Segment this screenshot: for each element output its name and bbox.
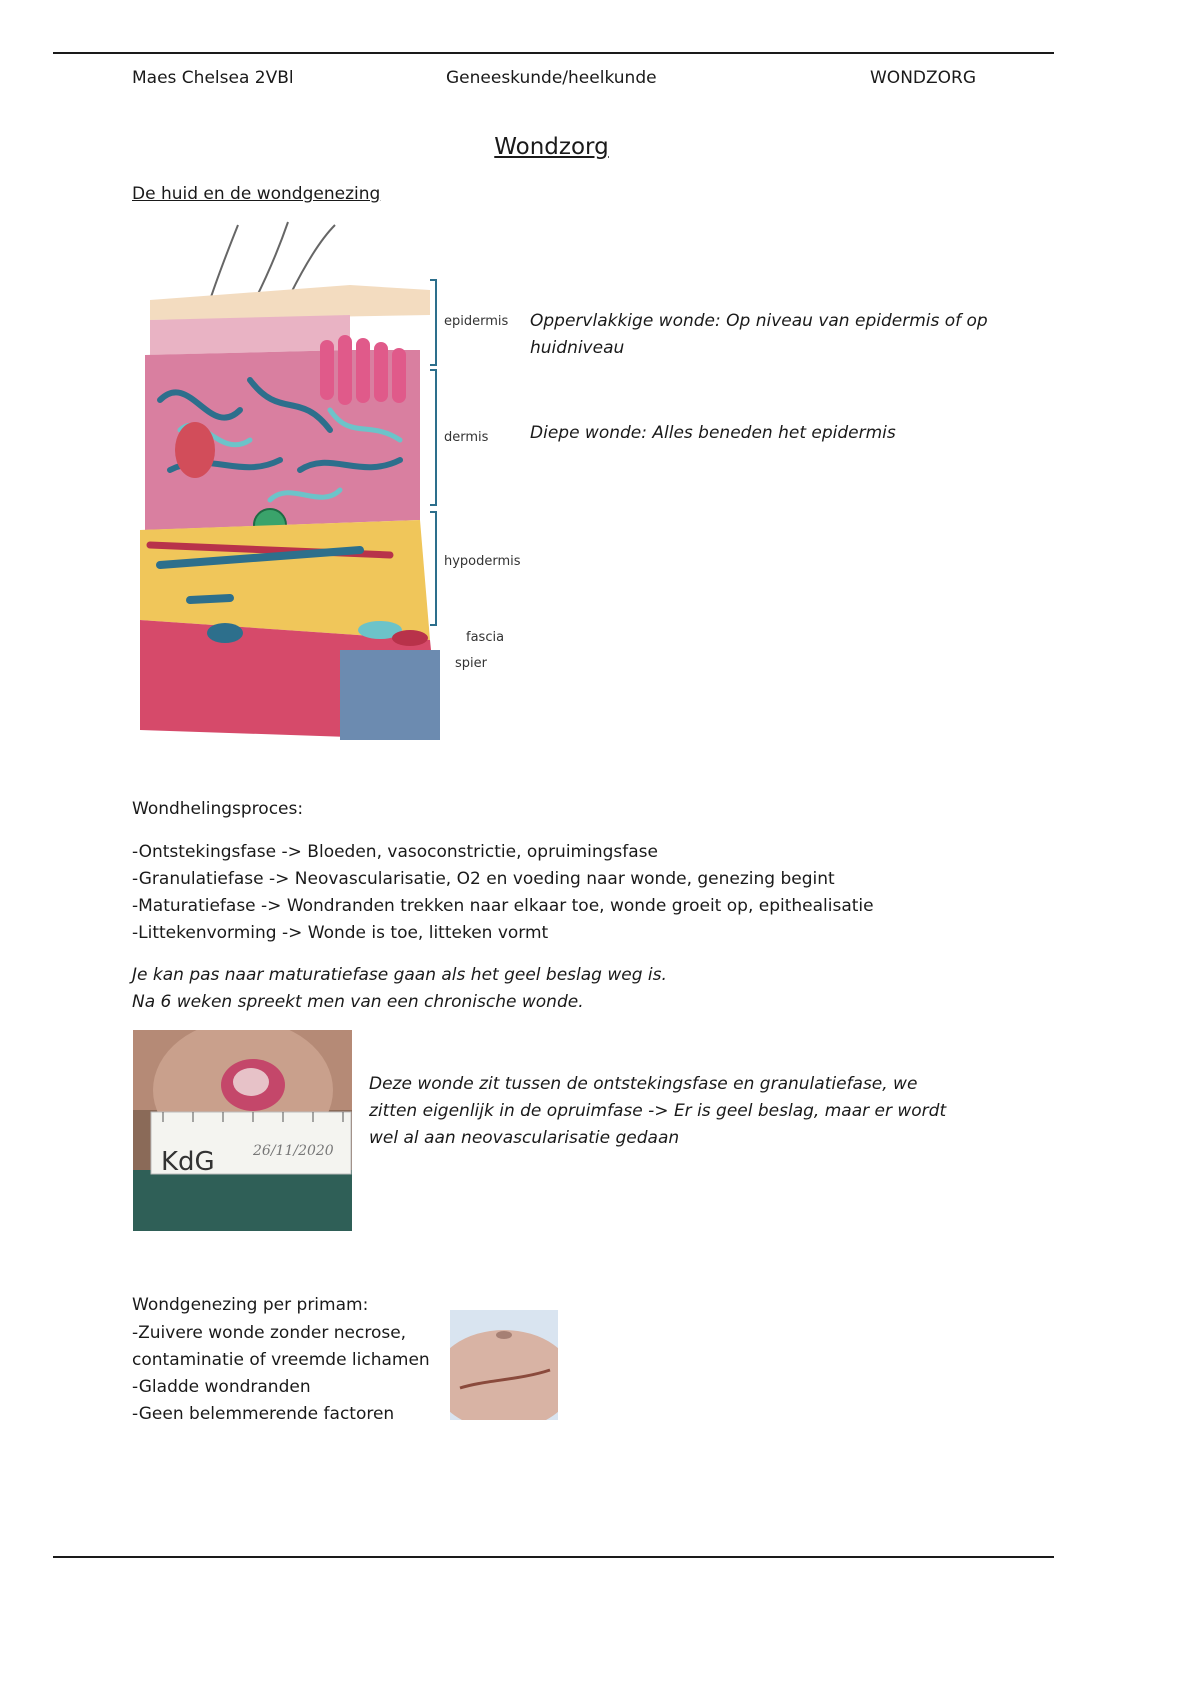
label-epidermis: epidermis bbox=[444, 314, 509, 329]
list-item: -Zuivere wonde zonder necrose, contaminatie of vreemde lichamen bbox=[132, 1323, 430, 1370]
list-item: -Geen belemmerende factoren bbox=[132, 1404, 395, 1424]
list-item: -Maturatiefase -> Wondranden trekken naar elkaar toe, wonde groeit op, epithealisatie bbox=[132, 896, 874, 916]
section-title: De huid en de wondgenezing bbox=[132, 184, 381, 204]
photo-caption: Deze wonde zit tussen de ontstekingsfase en granulatiefase, we zitten eigenlijk in de opruimfase -> Er is geel beslag, maar er wordt wel al aan neovascularisatie gedaan bbox=[369, 1074, 947, 1148]
list-item: -Gladde wondranden bbox=[132, 1377, 311, 1397]
deep-wound-text: Diepe wonde: Alles beneden het epidermis bbox=[530, 423, 896, 443]
list-item: -Ontstekingsfase -> Bloeden, vasoconstrictie, opruimingsfase bbox=[132, 842, 658, 862]
note-line: Je kan pas naar maturatiefase gaan als het geel beslag weg is. bbox=[132, 965, 667, 985]
wound-photo bbox=[133, 1030, 352, 1231]
note-line: Na 6 weken spreekt men van een chronische wonde. bbox=[132, 992, 584, 1012]
healing-notes bbox=[132, 962, 932, 1016]
label-spier: spier bbox=[455, 656, 487, 671]
healing-heading: Wondhelingsproces: bbox=[132, 799, 304, 819]
header-topic: WONDZORG bbox=[870, 68, 977, 88]
header-author: Maes Chelsea 2VBl bbox=[132, 68, 294, 88]
list-item: -Littekenvorming -> Wonde is toe, litteken vormt bbox=[132, 923, 549, 943]
ruler-brand-text: KdG bbox=[161, 1147, 215, 1177]
primary-list bbox=[132, 1320, 432, 1428]
sutured-wound-photo bbox=[450, 1310, 558, 1420]
label-hypodermis: hypodermis bbox=[444, 554, 521, 569]
header-course: Geneeskunde/heelkunde bbox=[446, 68, 657, 88]
footer-rule bbox=[53, 1556, 1054, 1558]
header-rule bbox=[53, 52, 1054, 54]
label-fascia: fascia bbox=[466, 630, 505, 645]
label-dermis: dermis bbox=[444, 430, 489, 445]
list-item: -Granulatiefase -> Neovascularisatie, O2 en voeding naar wonde, genezing begint bbox=[132, 869, 835, 889]
superficial-wound-text: Oppervlakkige wonde: Op niveau van epidermis of op huidniveau bbox=[530, 311, 988, 358]
healing-phase-list bbox=[132, 839, 932, 947]
page-title: Wondzorg bbox=[494, 134, 609, 160]
primary-heading: Wondgenezing per primam: bbox=[132, 1295, 369, 1315]
ruler-date-text: 26/11/2020 bbox=[253, 1143, 334, 1159]
